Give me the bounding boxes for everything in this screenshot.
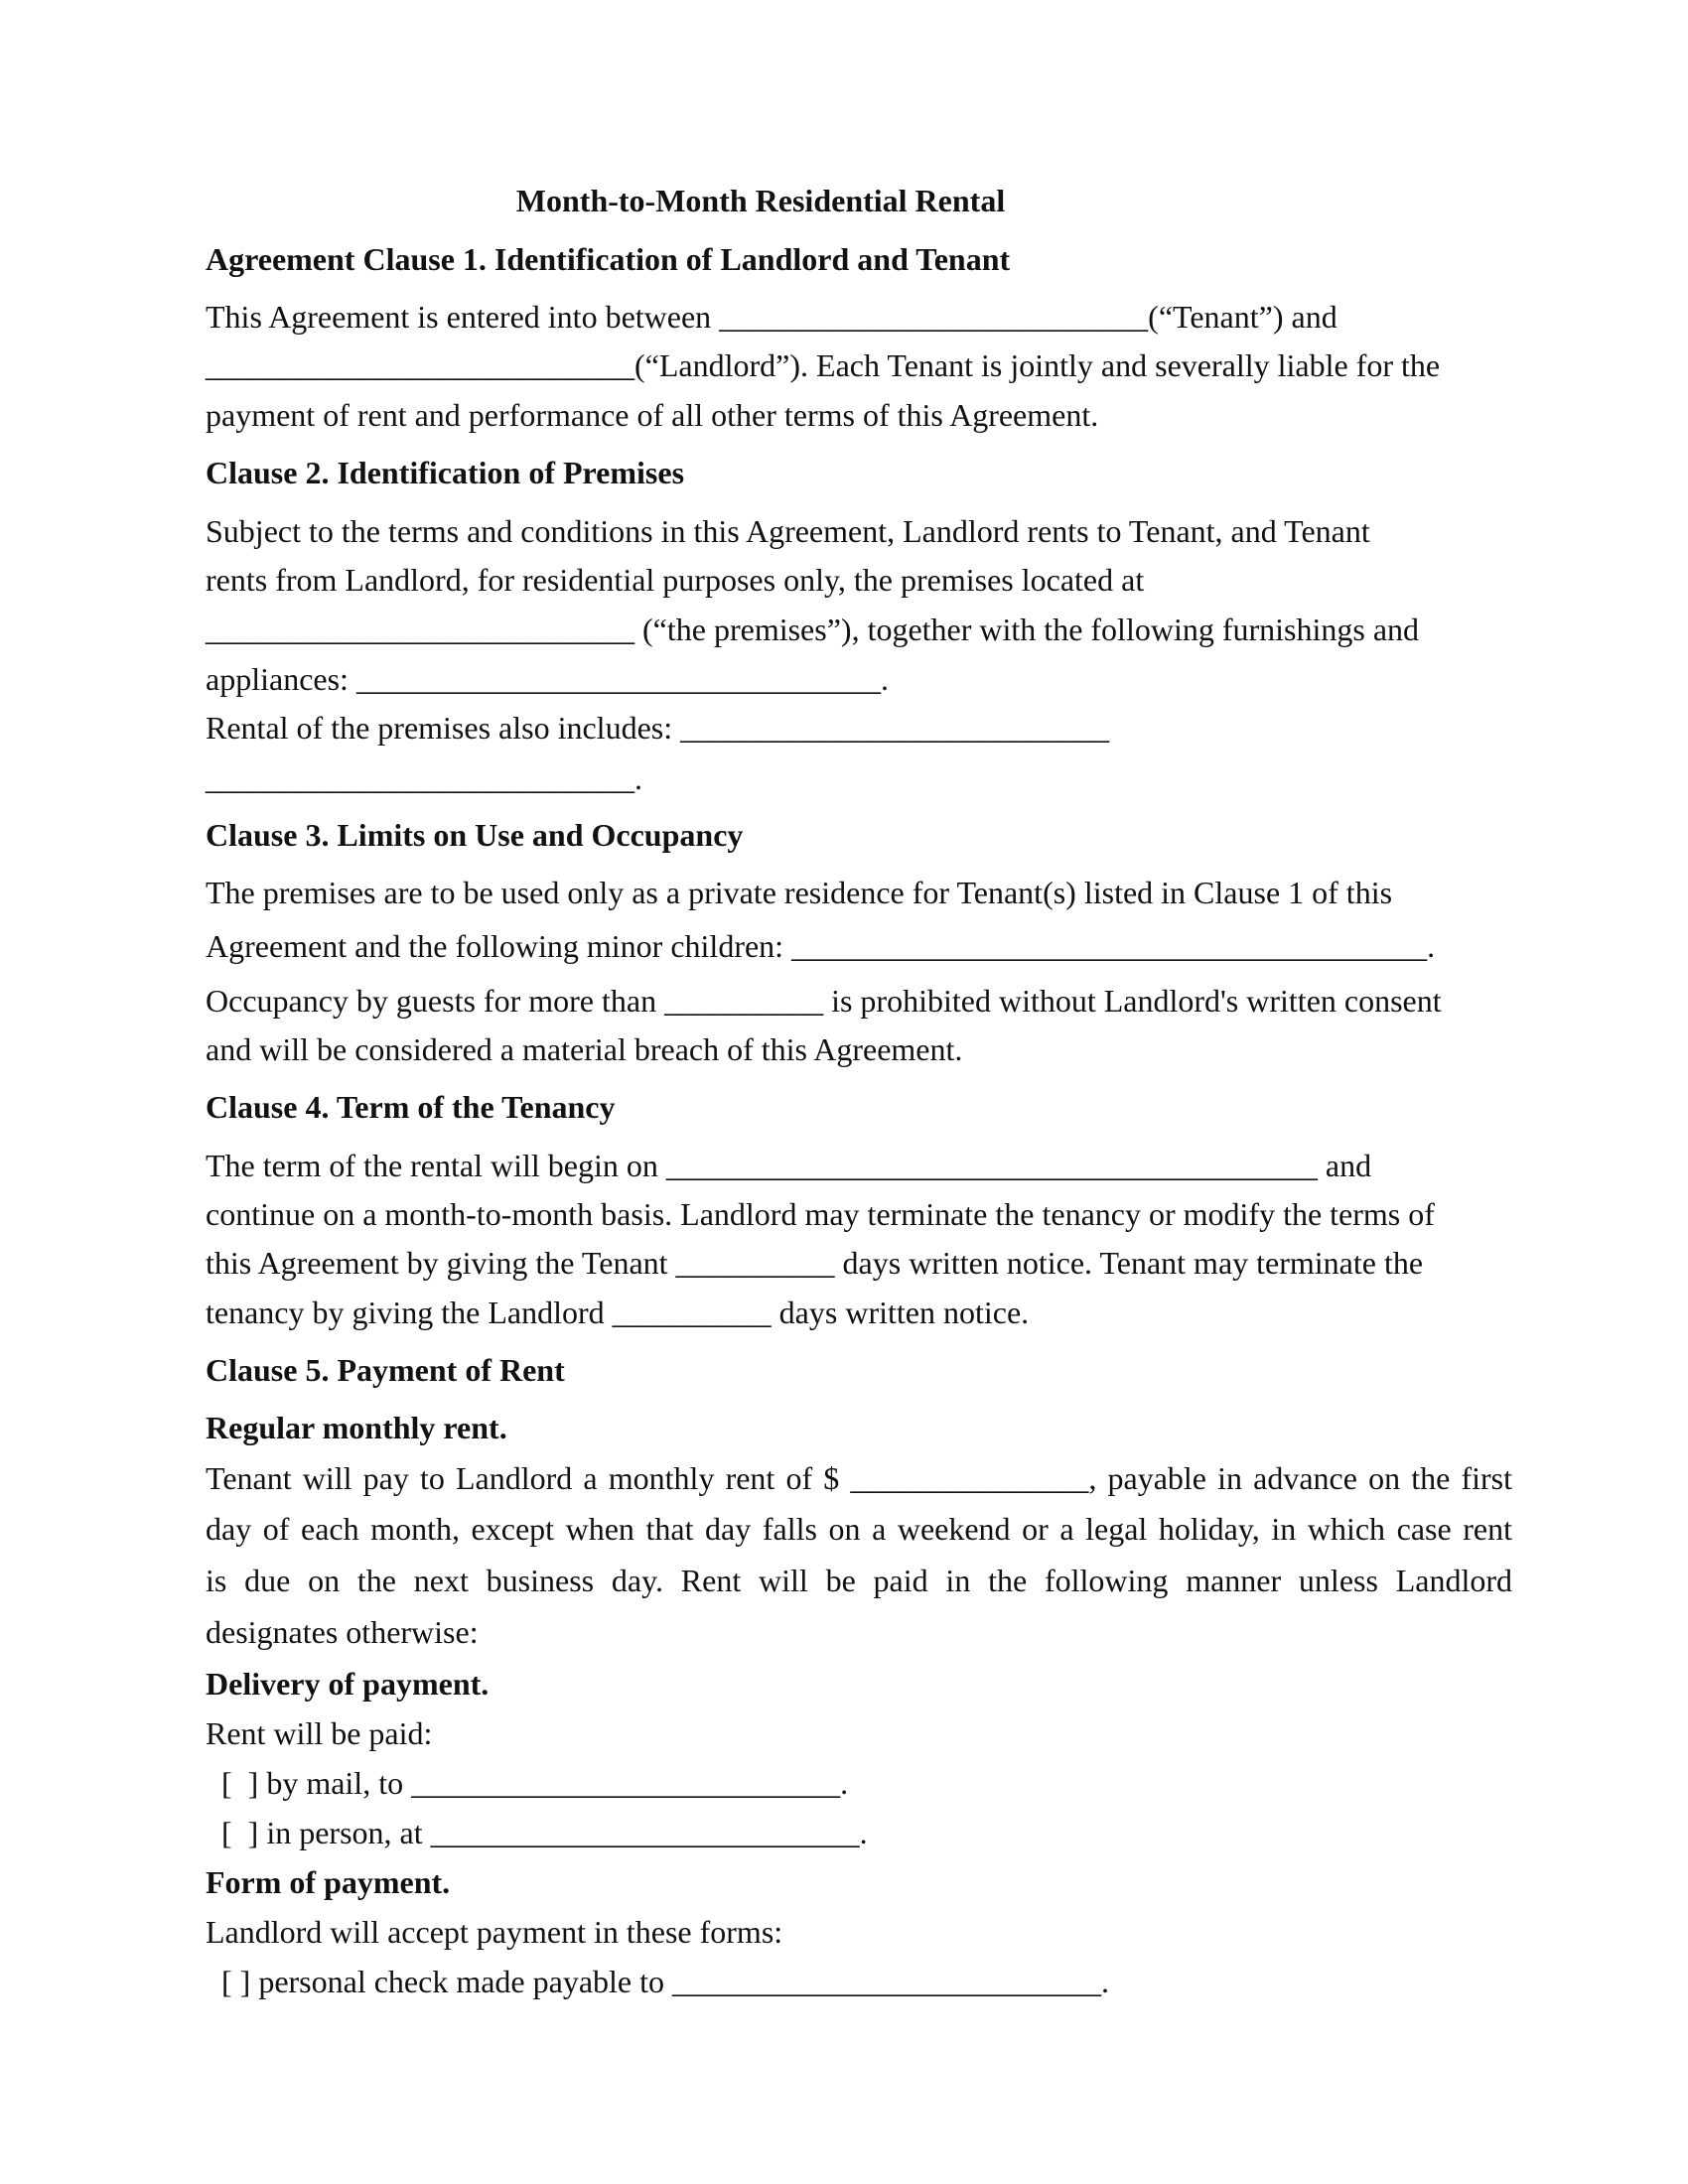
body-line: Rent will be paid: (206, 1715, 433, 1751)
body-line: ___________________________(“Landlord”). Each Tenant is jointly and severally liable for the (206, 347, 1441, 383)
document-title: Month-to-Month Residential Rental (515, 183, 1006, 218)
checkbox-option-in-person: [ ] in person, at ___________________________. (206, 1815, 868, 1850)
body-line: Agreement and the following minor children: ________________________________________. (206, 928, 1436, 964)
body-line: tenancy by giving the Landlord __________ days written notice. (206, 1295, 1030, 1330)
checkbox-option-personal-check: [ ] personal check made payable to ___________________________. (206, 1964, 1110, 1999)
clause-5-heading: Clause 5. Payment of Rent (206, 1352, 565, 1388)
subheading-regular-monthly-rent: Regular monthly rent. (206, 1410, 507, 1445)
body-line: and will be considered a material breach of this Agreement. (206, 1031, 963, 1067)
body-line: appliances: _________________________________. (206, 661, 889, 697)
body-line: The premises are to be used only as a private residence for Tenant(s) listed in Clause 1 of this (206, 875, 1393, 910)
body-line: continue on a month-to-month basis. Landlord may terminate the tenancy or modify the terms of (206, 1196, 1435, 1232)
body-line: The term of the rental will begin on _________________________________________ and (206, 1148, 1372, 1183)
body-line: This Agreement is entered into between ___________________________(“Tenant”) and (206, 299, 1337, 335)
body-line: Rental of the premises also includes: ___________________________ (206, 710, 1110, 746)
body-line: ___________________________ (“the premises”), together with the following furnishings and (206, 612, 1420, 647)
body-line: Subject to the terms and conditions in this Agreement, Landlord rents to Tenant, and Tenant (206, 513, 1370, 549)
body-line: day of each month, except when that day falls on a weekend or a legal holiday, in which case rent (206, 1511, 1512, 1547)
body-line: payment of rent and performance of all other terms of this Agreement. (206, 397, 1099, 433)
body-line: ___________________________. (206, 760, 642, 796)
body-line: is due on the next business day. Rent will be paid in the following manner unless Landlord (206, 1563, 1512, 1598)
clause-4-heading: Clause 4. Term of the Tenancy (206, 1089, 616, 1125)
body-line: Occupancy by guests for more than __________ is prohibited without Landlord's written consent (206, 983, 1442, 1019)
subheading-form-of-payment: Form of payment. (206, 1864, 451, 1900)
clause-3-heading: Clause 3. Limits on Use and Occupancy (206, 817, 744, 853)
subheading-delivery-of-payment: Delivery of payment. (206, 1666, 490, 1702)
clause-1-heading: Agreement Clause 1. Identification of Landlord and Tenant (206, 241, 1011, 277)
body-line: designates otherwise: (206, 1614, 479, 1650)
checkbox-option-by-mail: [ ] by mail, to ___________________________. (206, 1765, 849, 1801)
body-line: this Agreement by giving the Tenant __________ days written notice. Tenant may terminate the (206, 1245, 1424, 1281)
body-line: Landlord will accept payment in these forms: (206, 1914, 783, 1950)
clause-2-heading: Clause 2. Identification of Premises (206, 455, 685, 490)
body-line: rents from Landlord, for residential purposes only, the premises located at (206, 562, 1145, 598)
body-line: Tenant will pay to Landlord a monthly rent of $ _______________, payable in advance on the first (206, 1460, 1512, 1496)
